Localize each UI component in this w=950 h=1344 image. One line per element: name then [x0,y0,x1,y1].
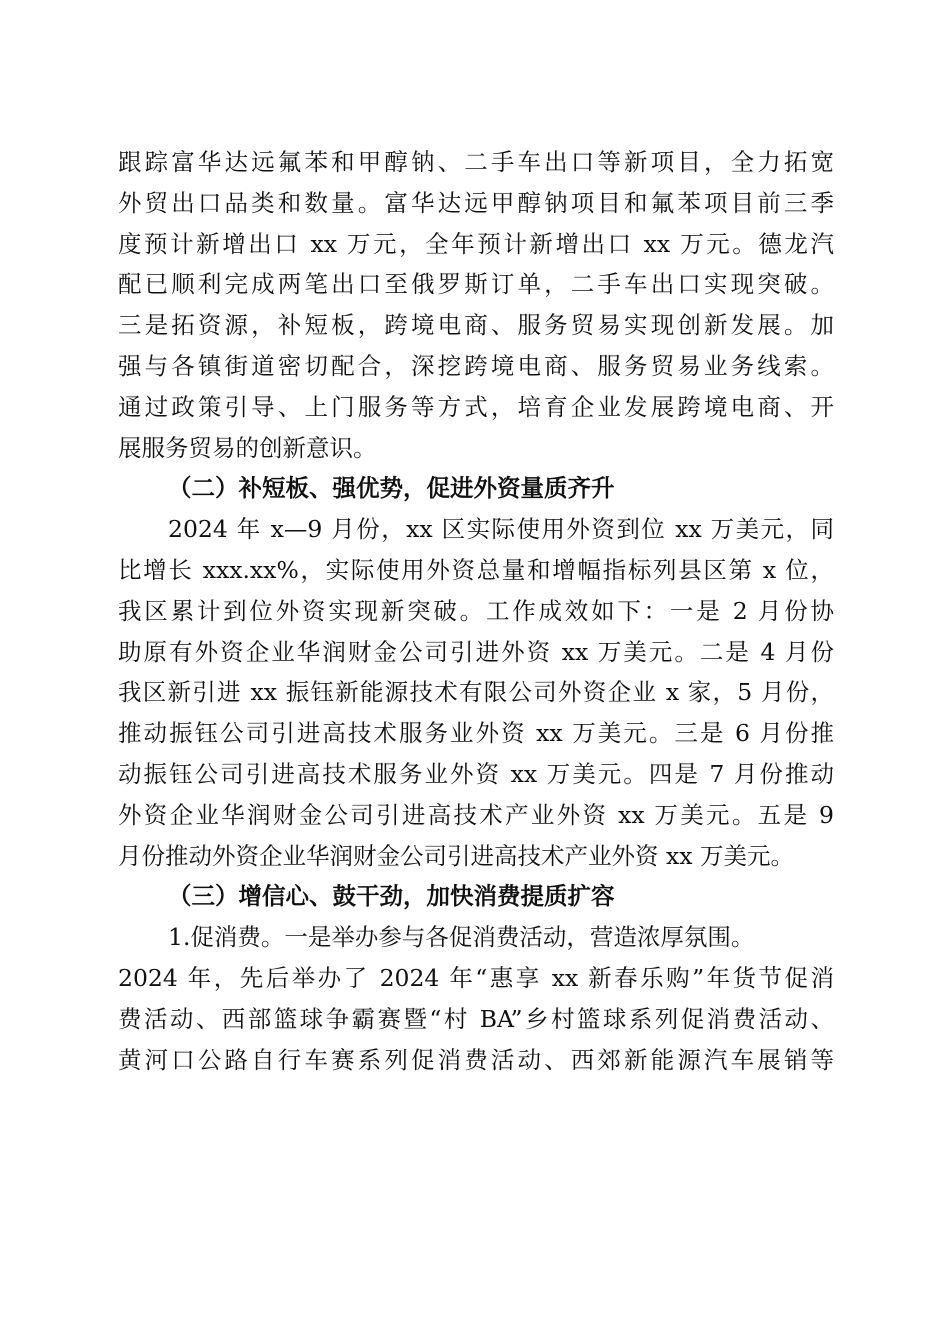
text-line: 强与各镇街道密切配合，深挖跨境电商、服务贸易业务线索。 [118,351,834,380]
text-line: 通过政策引导、上门服务等方式，培育企业发展跨境电商、开 [118,392,834,421]
text-line: 1.促消费。一是举办参与各促消费活动，营造浓厚氛围。 [168,923,755,952]
text-line: 配已顺利完成两笔出口至俄罗斯订单，二手车出口实现突破。 [118,270,834,299]
text-line: 跟踪富华达远氟苯和甲醇钠、二手车出口等新项目，全力拓宽 [118,148,834,176]
text-line: 外贸出口品类和数量。富华达远甲醇钠项目和氟苯项目前三季 [118,188,834,217]
text-line: 度预计新增出口 xx 万元，全年预计新增出口 xx 万元。德龙汽 [118,229,834,258]
text-line: 助原有外资企业华润财金公司引进外资 xx 万美元。二是 4 月份 [118,637,834,666]
section-heading-2: （二）补短板、强优势，促进外资量质齐升 [168,474,615,503]
text-line: 2024 年 x—9 月份，xx 区实际使用外资到位 xx 万美元，同 [168,515,834,544]
text-line: 2024 年，先后举办了 2024 年“惠享 xx 新春乐购”年货节促消 [118,963,834,992]
text-line: 费活动、西部篮球争霸赛暨“村 BA”乡村篮球系列促消费活动、 [118,1004,834,1033]
text-line: 展服务贸易的创新意识。 [118,433,377,462]
text-line: 外资企业华润财金公司引进高技术产业外资 xx 万美元。五是 9 [118,800,834,829]
text-line: 比增长 xxx.xx%，实际使用外资总量和增幅指标列县区第 x 位， [118,555,834,584]
body-text [118,142,834,1080]
text-line: 黄河口公路自行车赛系列促消费活动、西郊新能源汽车展销等 [118,1045,834,1074]
text-line: 我区新引进 xx 振钰新能源技术有限公司外资企业 x 家，5 月份， [118,678,834,707]
section-heading-3: （三）增信心、鼓干劲，加快消费提质扩容 [168,882,615,911]
text-line: 三是拓资源，补短板，跨境电商、服务贸易实现创新发展。加 [118,311,834,340]
text-line: 月份推动外资企业华润财金公司引进高技术产业外资 xx 万美元。 [118,841,794,870]
text-line: 我区累计到位外资实现新突破。工作成效如下：一是 2 月份协 [118,596,834,625]
text-line: 推动振钰公司引进高技术服务业外资 xx 万美元。三是 6 月份推 [118,719,834,748]
text-line: 动振钰公司引进高技术服务业外资 xx 万美元。四是 7 月份推动 [118,759,834,788]
